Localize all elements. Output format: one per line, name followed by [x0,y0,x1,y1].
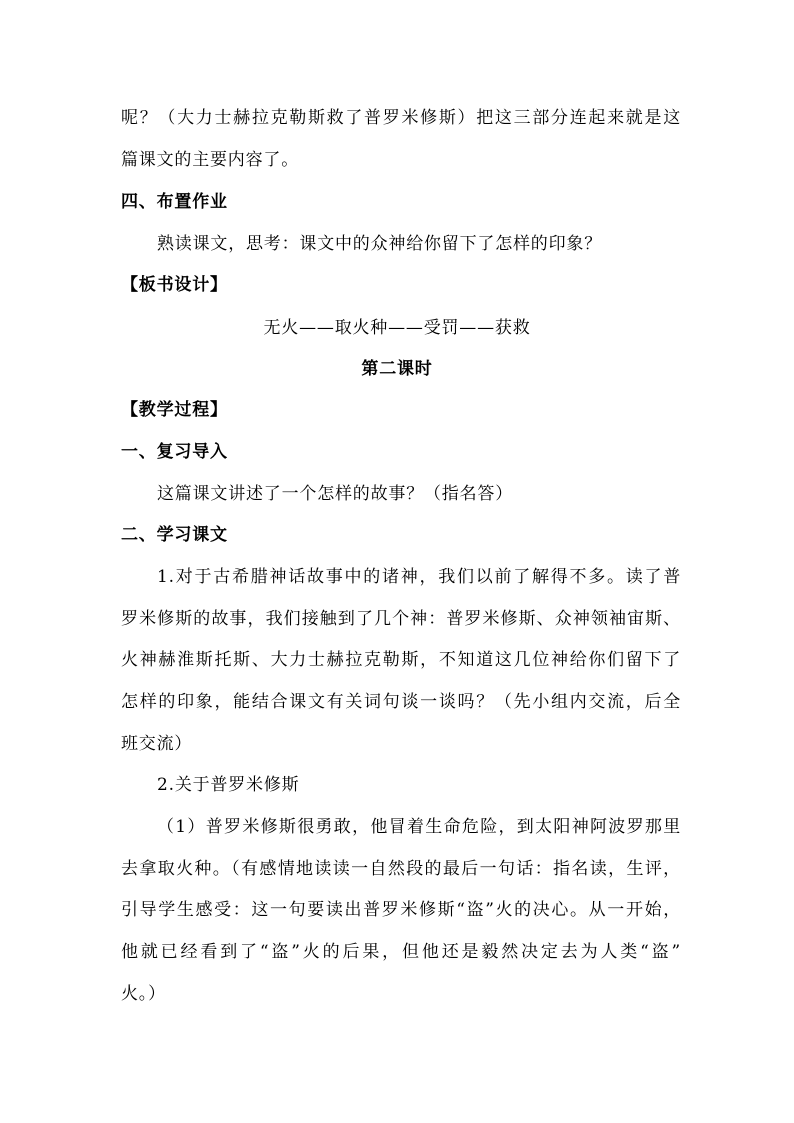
section-heading: 四、布置作业 [121,192,228,212]
section-heading: 【教学过程】 [121,400,228,420]
board-design-line: 无火——取火种——受罚——获救 [263,318,531,338]
section-heading: 二、学习课文 [121,525,228,545]
section-heading: 【板书设计】 [121,275,228,295]
section-heading: 一、复习导入 [121,442,228,462]
paragraph-line: 1.对于古希腊神话故事中的诸神，我们以前了解得不多。读了普 [157,567,681,587]
paragraph-line: 2.关于普罗米修斯 [157,775,300,795]
paragraph-line: 篇课文的主要内容了。 [121,150,299,170]
paragraph-line: 呢？（大力士赫拉克勒斯救了普罗米修斯）把这三部分连起来就是这 [121,108,681,128]
paragraph-line: 罗米修斯的故事，我们接触到了几个神：普罗米修斯、众神领袖宙斯、 [121,609,681,629]
paragraph-line: 火神赫淮斯托斯、大力士赫拉克勒斯，不知道这几位神给你们留下了 [121,650,681,670]
paragraph-line: 火。） [121,984,166,1004]
paragraph-line: 班交流） [121,734,193,754]
paragraph-line: （1）普罗米修斯很勇敢，他冒着生命危险，到太阳神阿波罗那里 [157,817,681,837]
paragraph-line: 引导学生感受：这一句要读出普罗米修斯“盗”火的决心。从一开始， [121,900,681,920]
paragraph-line: 这篇课文讲述了一个怎样的故事？（指名答） [157,484,513,504]
paragraph-line: 他就已经看到了“盗”火的后果，但他还是毅然决定去为人类“盗” [121,942,681,962]
lesson-title: 第二课时 [361,359,433,379]
paragraph-line: 去拿取火种。（有感情地读读一自然段的最后一句话：指名读，生评， [121,859,681,879]
paragraph-line: 熟读课文，思考：课文中的众神给你留下了怎样的印象？ [157,234,602,254]
paragraph-line: 怎样的印象，能结合课文有关词句谈一谈吗？（先小组内交流，后全 [121,692,681,712]
